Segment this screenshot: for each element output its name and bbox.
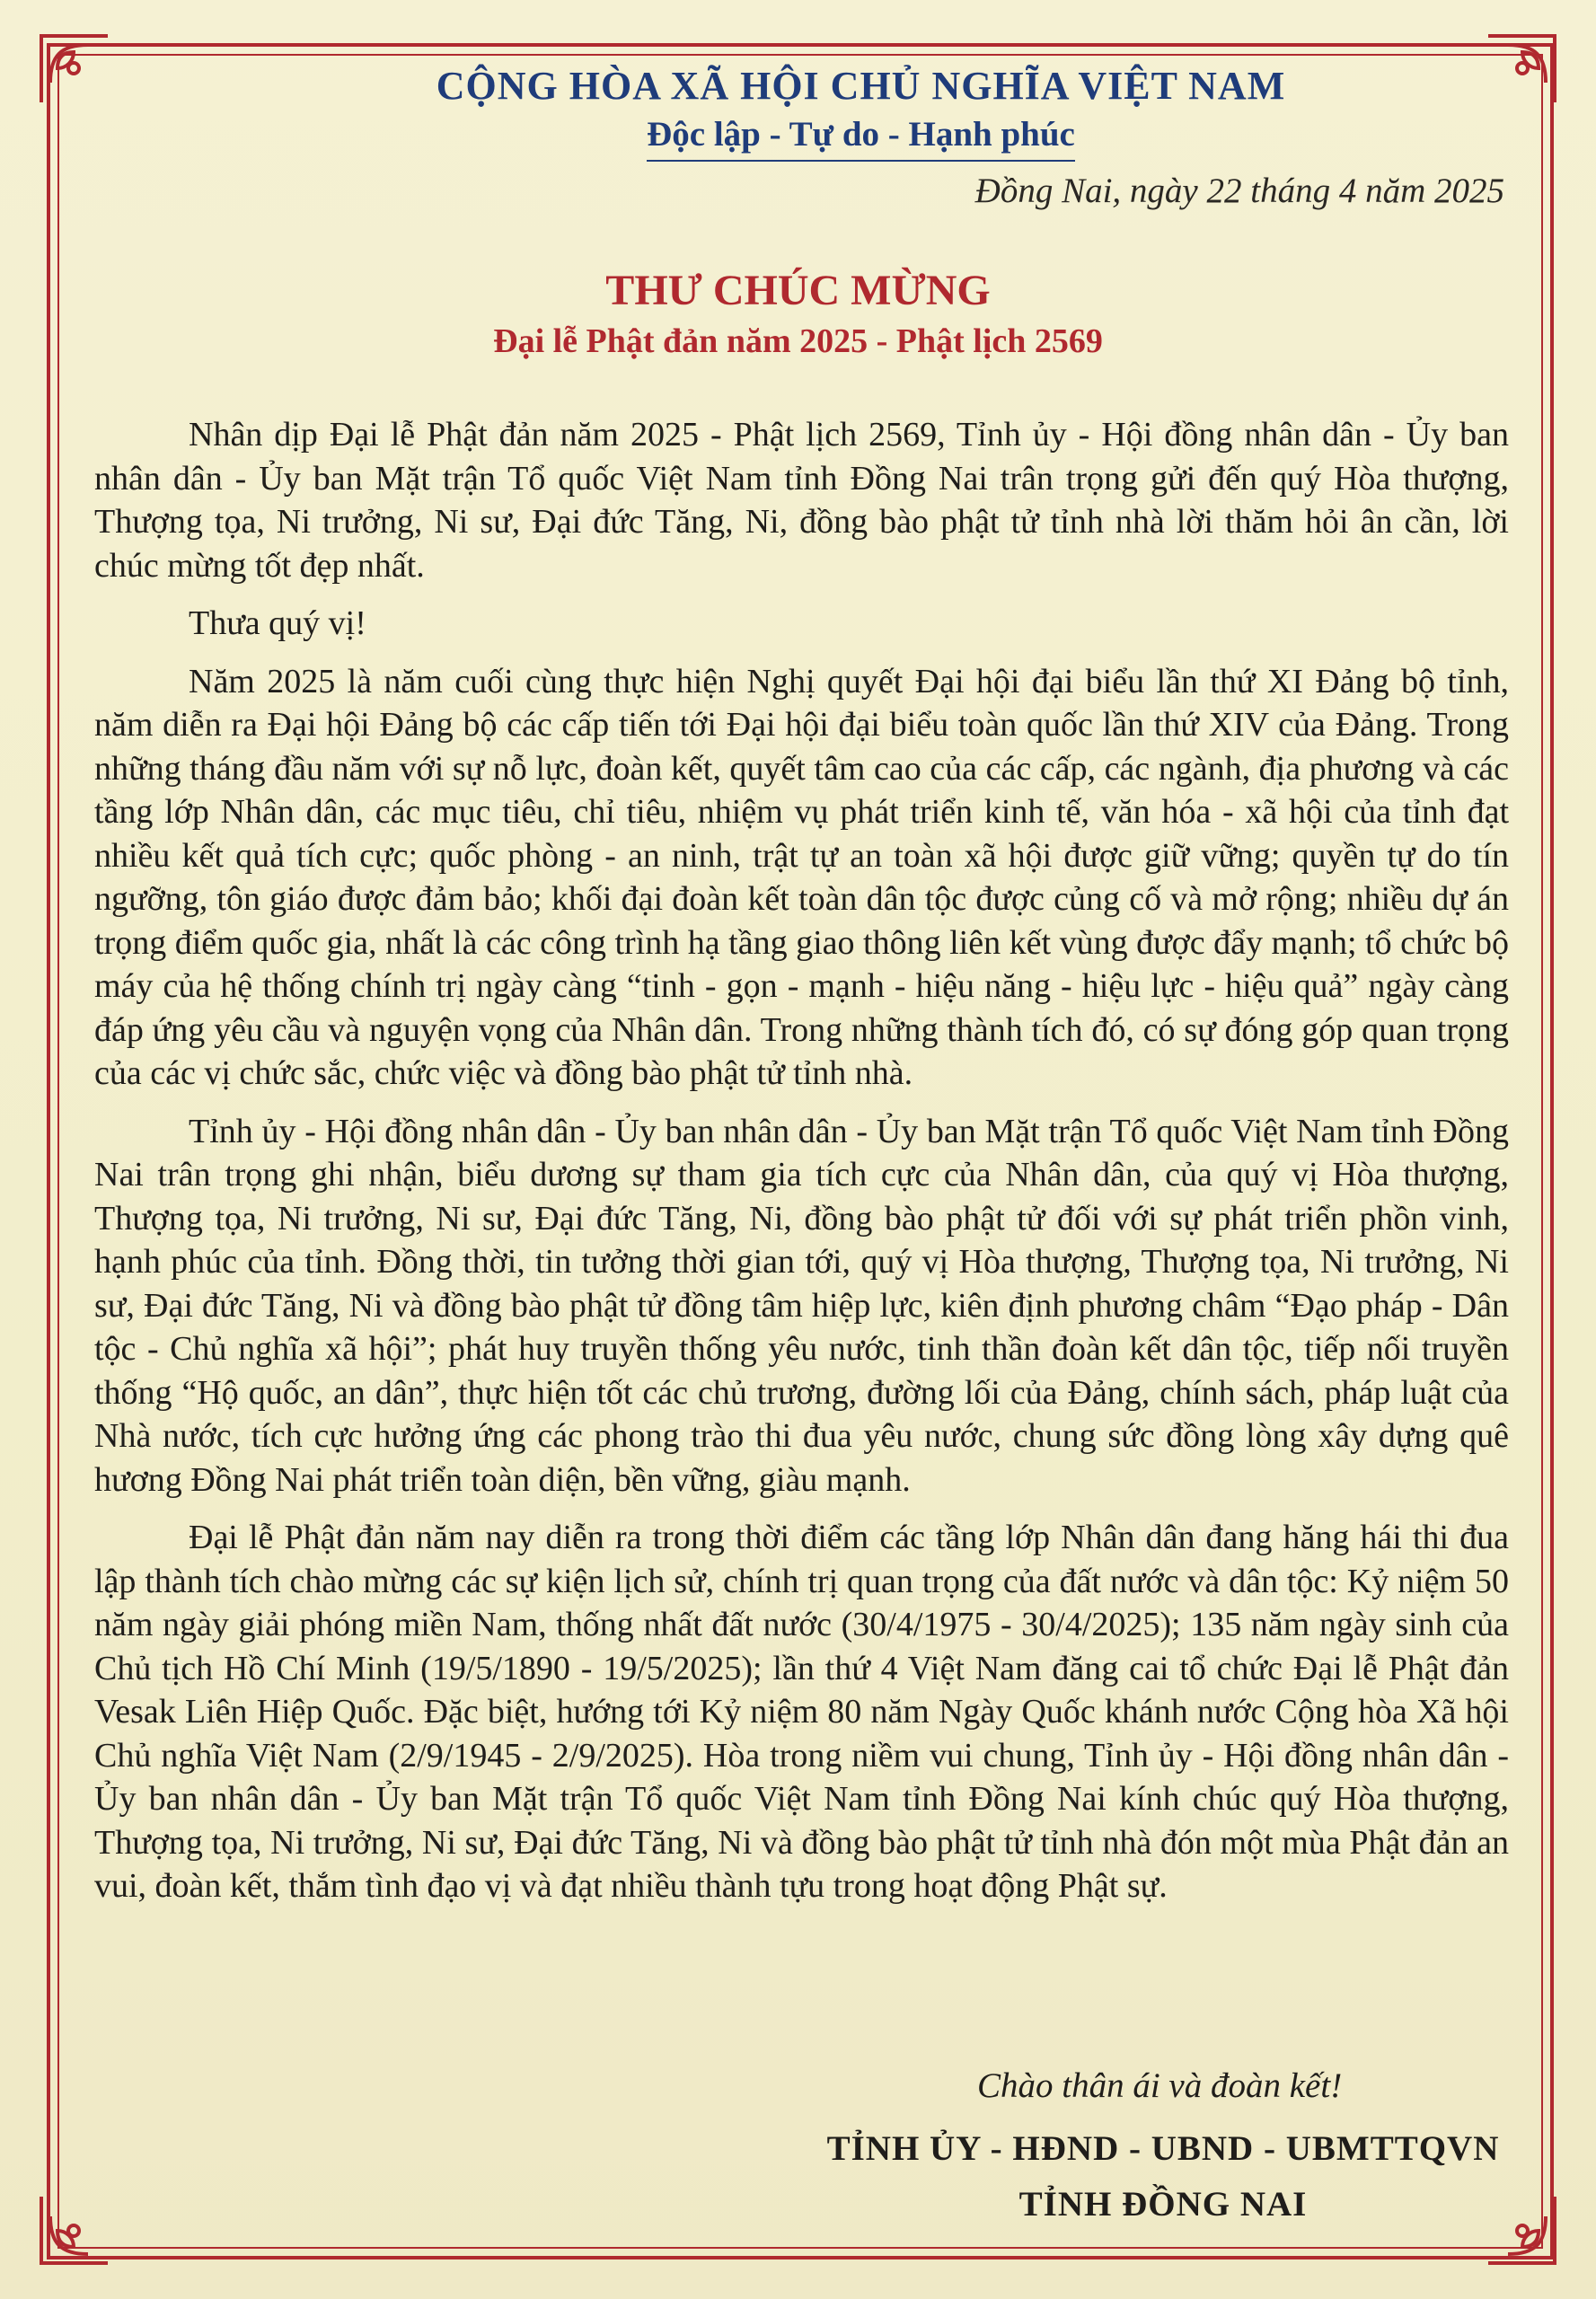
national-motto: Độc lập - Tự do - Hạnh phúc: [647, 114, 1075, 162]
signer-organizations: TỈNH ỦY - HĐND - UBND - UBMTTQVN: [826, 2129, 1500, 2168]
signer-province: TỈNH ĐỒNG NAI: [1018, 2185, 1308, 2224]
document-subtitle: Đại lễ Phật đản năm 2025 - Phật lịch 2569: [493, 322, 1103, 360]
paragraph: Năm 2025 là năm cuối cùng thực hiện Nghị quyết Đại hội đại biểu lần thứ XI Đảng bộ tỉnh, năm diễn ra Đại hội Đảng bộ các cấp tiến tới Đại hội đại biểu toàn quốc lần thứ XIV của Đảng. Trong những tháng đầu năm với sự nỗ lực, đoàn kết, quyết tâm cao của các cấp, các ngành, địa phương và các tầng lớp Nhân dân, các mục tiêu, chỉ tiêu, nhiệm vụ phát triển kinh tế, văn hóa - xã hội của tỉnh đạt nhiều kết quả tích cực; quốc phòng - an ninh, trật tự an toàn xã hội được giữ vững; quyền tự do tín ngưỡng, tôn giáo được đảm bảo; khối đại đoàn kết toàn dân tộc được củng cố và mở rộng; nhiều dự án trọng điểm quốc gia, nhất là các công trình hạ tầng giao thông liên kết vùng được đẩy mạnh; tổ chức bộ máy của hệ thống chính trị ngày càng “tinh - gọn - mạnh - hiệu năng - hiệu lực - hiệu quả” ngày càng đáp ứng yêu cầu và nguyện vọng của Nhân dân. Trong những thành tích đó, có sự đóng góp quan trọng của các vị chức sắc, chức việc và đồng bào phật tử tỉnh nhà.: [94, 662, 1509, 1092]
corner-ornament-icon: [34, 2189, 115, 2270]
salutation: Thưa quý vị!: [189, 604, 366, 642]
paragraph: Tỉnh ủy - Hội đồng nhân dân - Ủy ban nhân dân - Ủy ban Mặt trận Tổ quốc Việt Nam tỉnh Đồng Nai trân trọng ghi nhận, biểu dương sự tham gia tích cực của Nhân dân, của quý vị Hòa thượng, Thượng tọa, Ni trưởng, Ni sư, Đại đức Tăng, Ni, đồng bào phật tử đối với sự phát triển phồn vinh, hạnh phúc của tỉnh. Đồng thời, tin tưởng thời gian tới, quý vị Hòa thượng, Thượng tọa, Ni trưởng, Ni sư, Đại đức Tăng, Ni và đồng bào phật tử đồng tâm hiệp lực, kiên định phương châm “Đạo pháp - Dân tộc - Chủ nghĩa xã hội”; phát huy truyền thống yêu nước, tinh thần đoàn kết dân tộc, tiếp nối truyền thống “Hộ quốc, an dân”, thực hiện tốt các chủ trương, đường lối của Đảng, chính sách, pháp luật của Nhà nước, tích cực hưởng ứng các phong trào thi đua yêu nước, chung sức đồng lòng xây dựng quê hương Đồng Nai phát triển toàn diện, bền vững, giàu mạnh.: [94, 1112, 1509, 1499]
letter-body: [94, 413, 1509, 1923]
national-header: [0, 63, 1596, 162]
closing-line: Chào thân ái và đoàn kết!: [977, 2066, 1343, 2105]
paragraph: Đại lễ Phật đản năm nay diễn ra trong thời điểm các tầng lớp Nhân dân đang hăng hái thi đua lập thành tích chào mừng các sự kiện lịch sử, chính trị quan trọng của đất nước và dân tộc: Kỷ niệm 50 năm ngày giải phóng miền Nam, thống nhất đất nước (30/4/1975 - 30/4/2025); 135 năm ngày sinh của Chủ tịch Hồ Chí Minh (19/5/1890 - 19/5/2025); lần thứ 4 Việt Nam đăng cai tổ chức Đại lễ Phật đản Vesak Liên Hiệp Quốc. Đặc biệt, hướng tới Kỷ niệm 80 năm Ngày Quốc khánh nước Cộng hòa Xã hội Chủ nghĩa Việt Nam (2/9/1945 - 2/9/2025). Hòa trong niềm vui chung, Tỉnh ủy - Hội đồng nhân dân - Ủy ban nhân dân - Ủy ban Mặt trận Tổ quốc Việt Nam tỉnh Đồng Nai kính chúc quý Hòa thượng, Thượng tọa, Ni trưởng, Ni sư, Đại đức Tăng, Ni và đồng bào phật tử tỉnh nhà đón một mùa Phật đản an vui, đoàn kết, thắm tình đạo vị và đạt nhiều thành tựu trong hoạt động Phật sự.: [94, 1519, 1509, 1905]
nation-name: CỘNG HÒA XÃ HỘI CHỦ NGHĨA VIỆT NAM: [436, 64, 1286, 108]
place-date: Đồng Nai, ngày 22 tháng 4 năm 2025: [974, 172, 1504, 210]
document-title: THƯ CHÚC MỪNG: [605, 267, 991, 314]
paragraph: Nhân dịp Đại lễ Phật đản năm 2025 - Phật lịch 2569, Tỉnh ủy - Hội đồng nhân dân - Ủy ban nhân dân - Ủy ban Mặt trận Tổ quốc Việt Nam tỉnh Đồng Nai trân trọng gửi đến quý Hòa thượng, Thượng tọa, Ni trưởng, Ni sư, Đại đức Tăng, Ni, đồng bào phật tử tỉnh nhà lời thăm hỏi ân cần, lời chúc mừng tốt đẹp nhất.: [94, 416, 1509, 585]
